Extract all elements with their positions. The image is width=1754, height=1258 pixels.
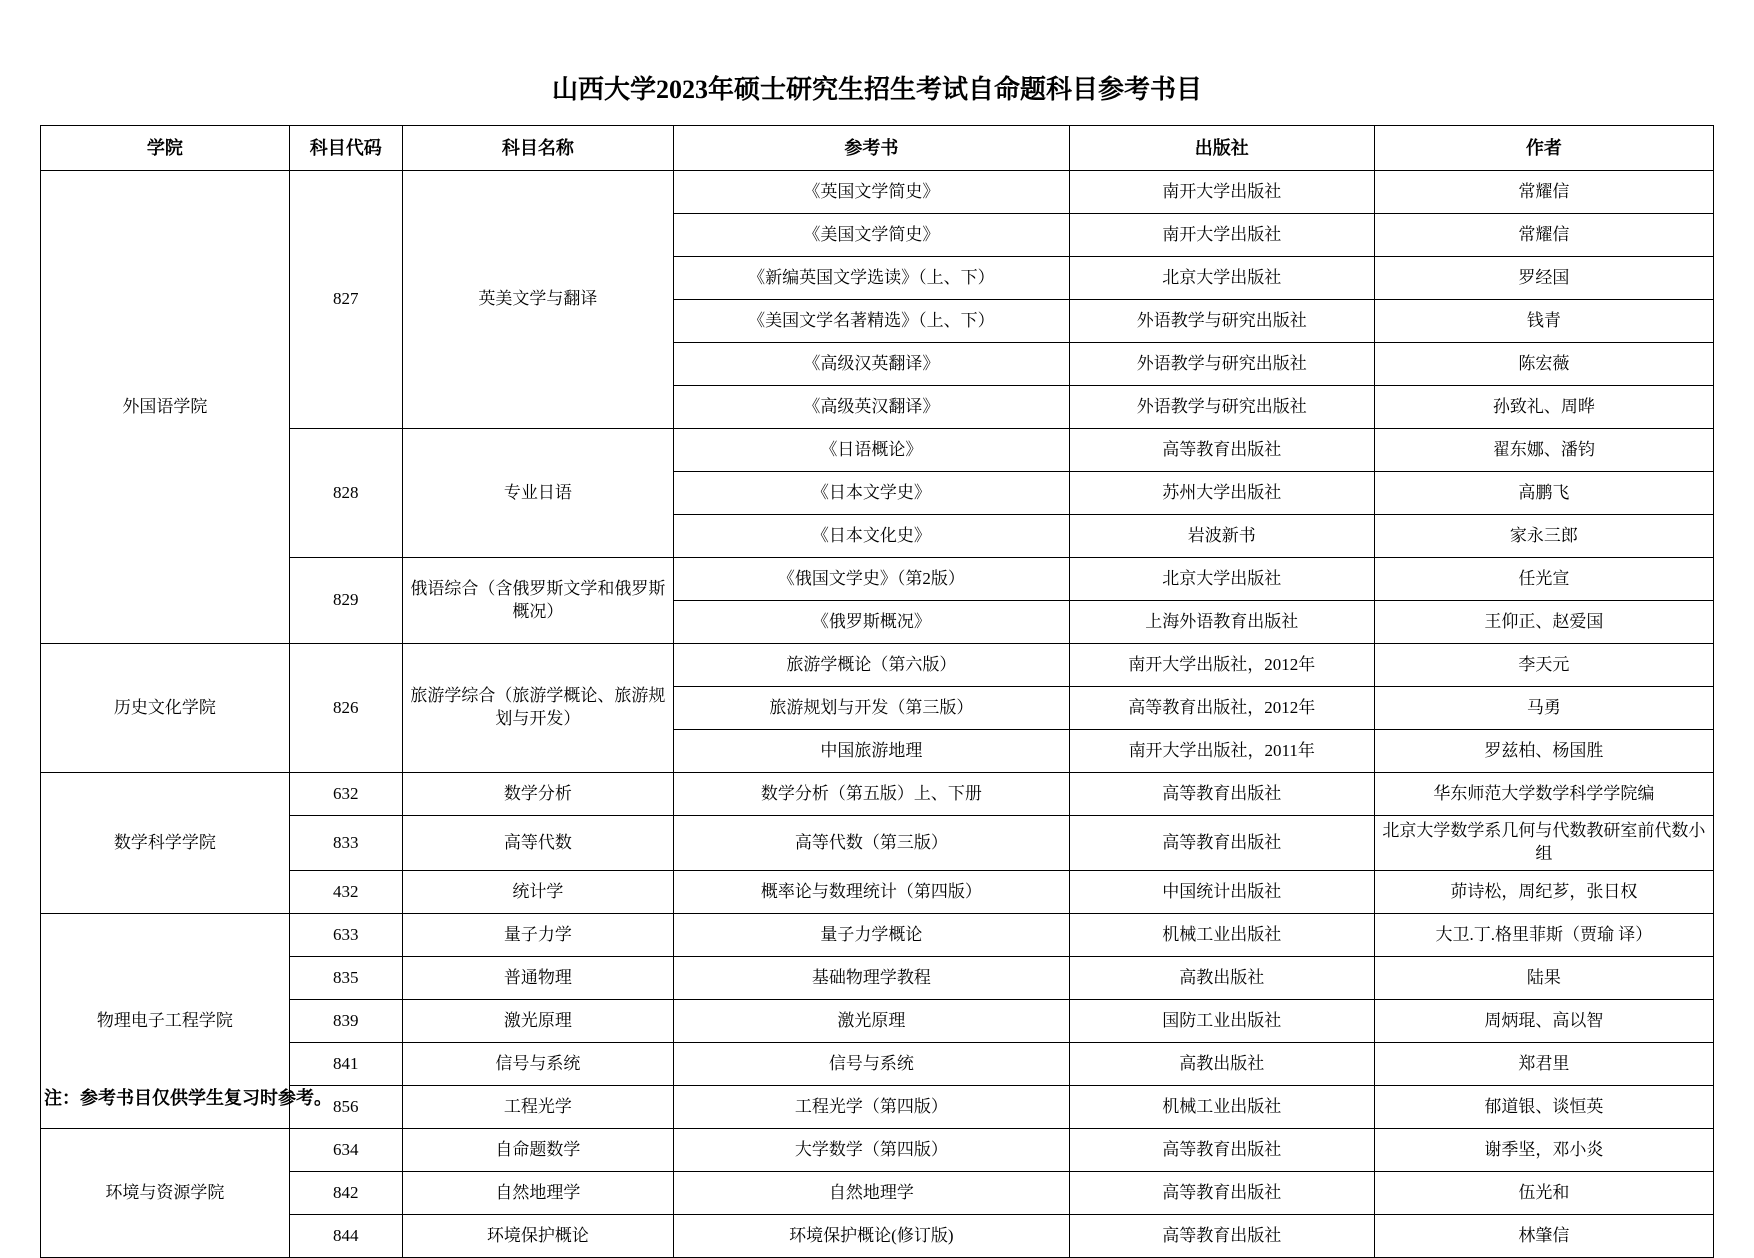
cell-subject-name: 旅游学综合（旅游学概论、旅游规划与开发） xyxy=(402,644,673,773)
table-row xyxy=(41,1043,1714,1086)
cell-publisher: 外语教学与研究出版社 xyxy=(1069,343,1374,386)
table-row xyxy=(41,1215,1714,1258)
cell-author: 华东师范大学数学科学学院编 xyxy=(1374,773,1713,816)
cell-publisher: 中国统计出版社 xyxy=(1069,871,1374,914)
cell-subject-name: 工程光学 xyxy=(402,1086,673,1129)
cell-author: 常耀信 xyxy=(1374,214,1713,257)
table-header-row xyxy=(41,126,1714,171)
table-row xyxy=(41,171,1714,214)
cell-author: 翟东娜、潘钧 xyxy=(1374,429,1713,472)
table-row xyxy=(41,914,1714,957)
cell-subject-code: 844 xyxy=(289,1215,402,1258)
cell-college: 历史文化学院 xyxy=(41,644,290,773)
cell-subject-name: 激光原理 xyxy=(402,1000,673,1043)
cell-subject-name: 专业日语 xyxy=(402,429,673,558)
cell-reference-book: 中国旅游地理 xyxy=(674,730,1070,773)
table-row xyxy=(41,429,1714,472)
cell-subject-code: 827 xyxy=(289,171,402,429)
cell-author: 马勇 xyxy=(1374,687,1713,730)
cell-publisher: 南开大学出版社 xyxy=(1069,214,1374,257)
cell-subject-code: 829 xyxy=(289,558,402,644)
cell-college: 环境与资源学院 xyxy=(41,1129,290,1258)
cell-subject-name: 环境保护概论 xyxy=(402,1215,673,1258)
cell-publisher: 北京大学出版社 xyxy=(1069,558,1374,601)
cell-publisher: 国防工业出版社 xyxy=(1069,1000,1374,1043)
cell-reference-book: 信号与系统 xyxy=(674,1043,1070,1086)
cell-author: 郑君里 xyxy=(1374,1043,1713,1086)
cell-subject-name: 普通物理 xyxy=(402,957,673,1000)
cell-reference-book: 量子力学概论 xyxy=(674,914,1070,957)
cell-author: 茆诗松，周纪芗，张日权 xyxy=(1374,871,1713,914)
table-header xyxy=(41,126,1714,171)
table-row xyxy=(41,957,1714,1000)
cell-subject-name: 统计学 xyxy=(402,871,673,914)
cell-author: 高鹏飞 xyxy=(1374,472,1713,515)
cell-reference-book: 旅游学概论（第六版） xyxy=(674,644,1070,687)
cell-reference-book: 工程光学（第四版） xyxy=(674,1086,1070,1129)
footnote: 注：参考书目仅供学生复习时参考。 xyxy=(44,1088,332,1108)
column-header-reference-book: 参考书 xyxy=(674,126,1070,171)
cell-author: 北京大学数学系几何与代数教研室前代数小组 xyxy=(1374,816,1713,871)
column-header-subject-name: 科目名称 xyxy=(402,126,673,171)
cell-reference-book: 《高级汉英翻译》 xyxy=(674,343,1070,386)
cell-subject-name: 俄语综合（含俄罗斯文学和俄罗斯概况） xyxy=(402,558,673,644)
table-row xyxy=(41,816,1714,871)
cell-subject-code: 856 xyxy=(289,1086,402,1129)
cell-subject-code: 833 xyxy=(289,816,402,871)
table-row xyxy=(41,1129,1714,1172)
cell-subject-name: 自然地理学 xyxy=(402,1172,673,1215)
cell-author: 常耀信 xyxy=(1374,171,1713,214)
cell-subject-code: 839 xyxy=(289,1000,402,1043)
cell-subject-name: 英美文学与翻译 xyxy=(402,171,673,429)
cell-reference-book: 《俄国文学史》（第2版） xyxy=(674,558,1070,601)
cell-subject-code: 826 xyxy=(289,644,402,773)
cell-author: 罗兹柏、杨国胜 xyxy=(1374,730,1713,773)
cell-publisher: 高教出版社 xyxy=(1069,1043,1374,1086)
cell-publisher: 高等教育出版社 xyxy=(1069,1172,1374,1215)
cell-author: 郁道银、谈恒英 xyxy=(1374,1086,1713,1129)
table-row xyxy=(41,773,1714,816)
cell-publisher: 外语教学与研究出版社 xyxy=(1069,300,1374,343)
cell-subject-name: 数学分析 xyxy=(402,773,673,816)
table-row xyxy=(41,871,1714,914)
column-header-author: 作者 xyxy=(1374,126,1713,171)
cell-subject-code: 634 xyxy=(289,1129,402,1172)
cell-author: 钱青 xyxy=(1374,300,1713,343)
cell-subject-code: 432 xyxy=(289,871,402,914)
cell-author: 李天元 xyxy=(1374,644,1713,687)
cell-subject-name: 信号与系统 xyxy=(402,1043,673,1086)
cell-subject-code: 841 xyxy=(289,1043,402,1086)
cell-author: 任光宣 xyxy=(1374,558,1713,601)
cell-publisher: 岩波新书 xyxy=(1069,515,1374,558)
cell-reference-book: 概率论与数理统计（第四版） xyxy=(674,871,1070,914)
cell-publisher: 高等教育出版社 xyxy=(1069,1215,1374,1258)
cell-author: 林肇信 xyxy=(1374,1215,1713,1258)
cell-author: 家永三郎 xyxy=(1374,515,1713,558)
cell-author: 谢季坚，邓小炎 xyxy=(1374,1129,1713,1172)
cell-publisher: 外语教学与研究出版社 xyxy=(1069,386,1374,429)
cell-publisher: 高等教育出版社，2012年 xyxy=(1069,687,1374,730)
cell-reference-book: 《高级英汉翻译》 xyxy=(674,386,1070,429)
cell-subject-code: 632 xyxy=(289,773,402,816)
cell-reference-book: 旅游规划与开发（第三版） xyxy=(674,687,1070,730)
cell-publisher: 机械工业出版社 xyxy=(1069,1086,1374,1129)
cell-reference-book: 《日语概论》 xyxy=(674,429,1070,472)
cell-reference-book: 环境保护概论(修订版) xyxy=(674,1215,1070,1258)
cell-reference-book: 数学分析（第五版）上、下册 xyxy=(674,773,1070,816)
cell-reference-book: 《新编英国文学选读》（上、下） xyxy=(674,257,1070,300)
cell-publisher: 南开大学出版社，2011年 xyxy=(1069,730,1374,773)
cell-reference-book: 自然地理学 xyxy=(674,1172,1070,1215)
cell-author: 陆果 xyxy=(1374,957,1713,1000)
cell-reference-book: 大学数学（第四版） xyxy=(674,1129,1070,1172)
cell-reference-book: 基础物理学教程 xyxy=(674,957,1070,1000)
cell-subject-code: 828 xyxy=(289,429,402,558)
cell-author: 大卫.丁.格里菲斯（贾瑜 译） xyxy=(1374,914,1713,957)
cell-author: 陈宏薇 xyxy=(1374,343,1713,386)
cell-author: 周炳琨、高以智 xyxy=(1374,1000,1713,1043)
column-header-college: 学院 xyxy=(41,126,290,171)
table-row xyxy=(41,1172,1714,1215)
page-title: 山西大学2023年硕士研究生招生考试自命题科目参考书目 xyxy=(551,75,1202,104)
cell-reference-book: 《俄罗斯概况》 xyxy=(674,601,1070,644)
cell-publisher: 高等教育出版社 xyxy=(1069,1129,1374,1172)
cell-college: 物理电子工程学院 xyxy=(41,914,290,1129)
cell-subject-code: 835 xyxy=(289,957,402,1000)
cell-publisher: 机械工业出版社 xyxy=(1069,914,1374,957)
cell-publisher: 高等教育出版社 xyxy=(1069,816,1374,871)
cell-publisher: 北京大学出版社 xyxy=(1069,257,1374,300)
cell-reference-book: 激光原理 xyxy=(674,1000,1070,1043)
cell-subject-code: 633 xyxy=(289,914,402,957)
cell-author: 罗经国 xyxy=(1374,257,1713,300)
cell-author: 孙致礼、周晔 xyxy=(1374,386,1713,429)
column-header-publisher: 出版社 xyxy=(1069,126,1374,171)
cell-reference-book: 《英国文学简史》 xyxy=(674,171,1070,214)
cell-college: 外国语学院 xyxy=(41,171,290,644)
cell-publisher: 高等教育出版社 xyxy=(1069,429,1374,472)
column-header-subject-code: 科目代码 xyxy=(289,126,402,171)
cell-publisher: 苏州大学出版社 xyxy=(1069,472,1374,515)
cell-publisher: 上海外语教育出版社 xyxy=(1069,601,1374,644)
cell-publisher: 高教出版社 xyxy=(1069,957,1374,1000)
cell-subject-name: 量子力学 xyxy=(402,914,673,957)
cell-subject-name: 高等代数 xyxy=(402,816,673,871)
cell-reference-book: 高等代数（第三版） xyxy=(674,816,1070,871)
cell-publisher: 南开大学出版社，2012年 xyxy=(1069,644,1374,687)
cell-subject-name: 自命题数学 xyxy=(402,1129,673,1172)
table-row xyxy=(41,644,1714,687)
cell-reference-book: 《美国文学名著精选》（上、下） xyxy=(674,300,1070,343)
cell-subject-code: 842 xyxy=(289,1172,402,1215)
cell-reference-book: 《日本文化史》 xyxy=(674,515,1070,558)
cell-publisher: 南开大学出版社 xyxy=(1069,171,1374,214)
table-row xyxy=(41,558,1714,601)
cell-author: 王仰正、赵爱国 xyxy=(1374,601,1713,644)
cell-publisher: 高等教育出版社 xyxy=(1069,773,1374,816)
table-row xyxy=(41,1000,1714,1043)
cell-college: 数学科学学院 xyxy=(41,773,290,914)
cell-reference-book: 《美国文学简史》 xyxy=(674,214,1070,257)
cell-reference-book: 《日本文学史》 xyxy=(674,472,1070,515)
cell-author: 伍光和 xyxy=(1374,1172,1713,1215)
